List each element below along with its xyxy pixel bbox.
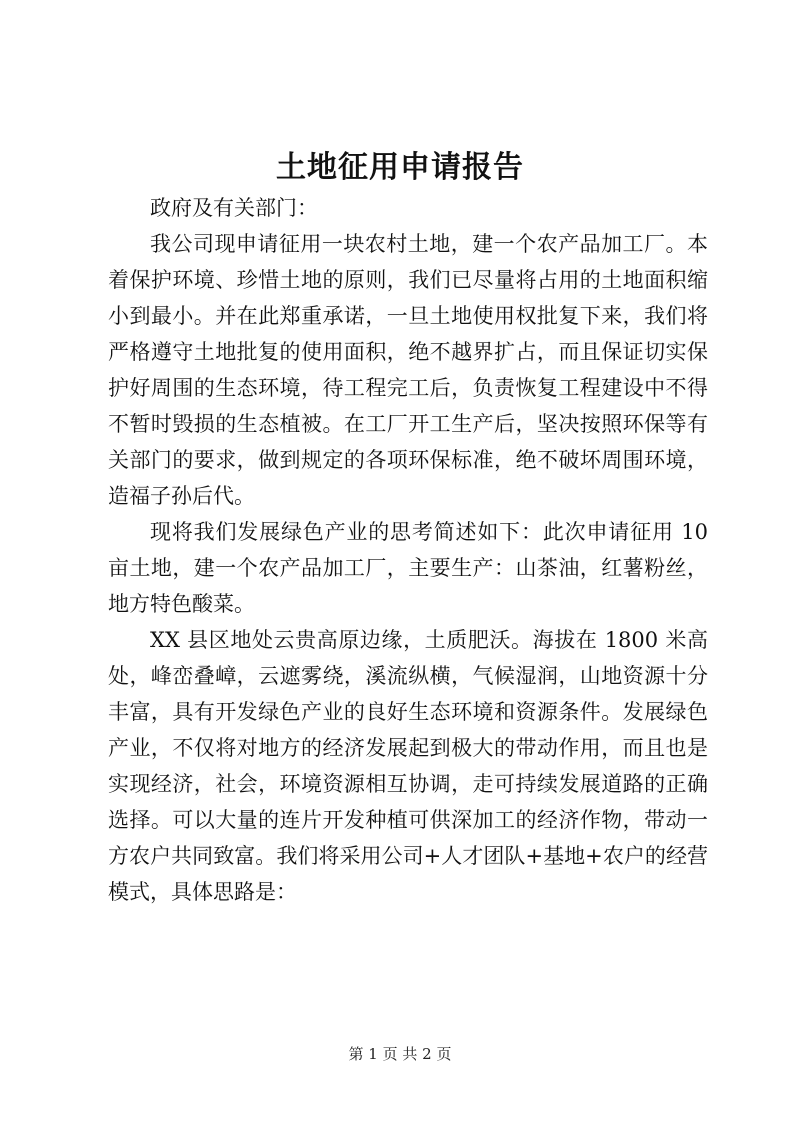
paragraph-plan-summary: 现将我们发展绿色产业的思考简述如下：此次申请征用 10 亩土地，建一个农产品加工厂，主要生产：山茶油，红薯粉丝，地方特色酸菜。 xyxy=(108,520,708,616)
paragraph-region-description: XX 县区地处云贵高原边缘，土质肥沃。海拔在 1800 米高处，峰峦叠嶂，云遮雾绕，溪流纵横，气候湿润，山地资源十分丰富，具有开发绿色产业的良好生态环境和资源条件。发展绿色产业，不仅将对地方的经济发展起到极大的带动作用，而且也是实现经济，社会，环境资源相互协调，走可持续发展道路的正确选择。可以大量的连片开发种植可供深加工的经济作物，带动一方农户共同致富。我们将采用公司+人才团队+基地+农户的经营模式，具体思路是： xyxy=(108,628,708,904)
document-body xyxy=(108,190,708,910)
salutation: 政府及有关部门： xyxy=(150,196,318,220)
page-footer: 第 1 页 共 2 页 xyxy=(348,1045,452,1063)
paragraph-application: 我公司现申请征用一块农村土地，建一个农产品加工厂。本着保护环境、珍惜土地的原则，我们已尽量将占用的土地面积缩小到最小。并在此郑重承诺，一旦土地使用权批复下来，我们将严格遵守土地批复的使用面积，绝不越界扩占，而且保证切实保护好周围的生态环境，待工程完工后，负责恢复工程建设中不得不暂时毁损的生态植被。在工厂开工生产后，坚决按照环保等有关部门的要求，做到规定的各项环保标准，绝不破坏周围环境，造福子孙后代。 xyxy=(108,232,708,508)
document-title: 土地征用申请报告 xyxy=(276,150,524,185)
